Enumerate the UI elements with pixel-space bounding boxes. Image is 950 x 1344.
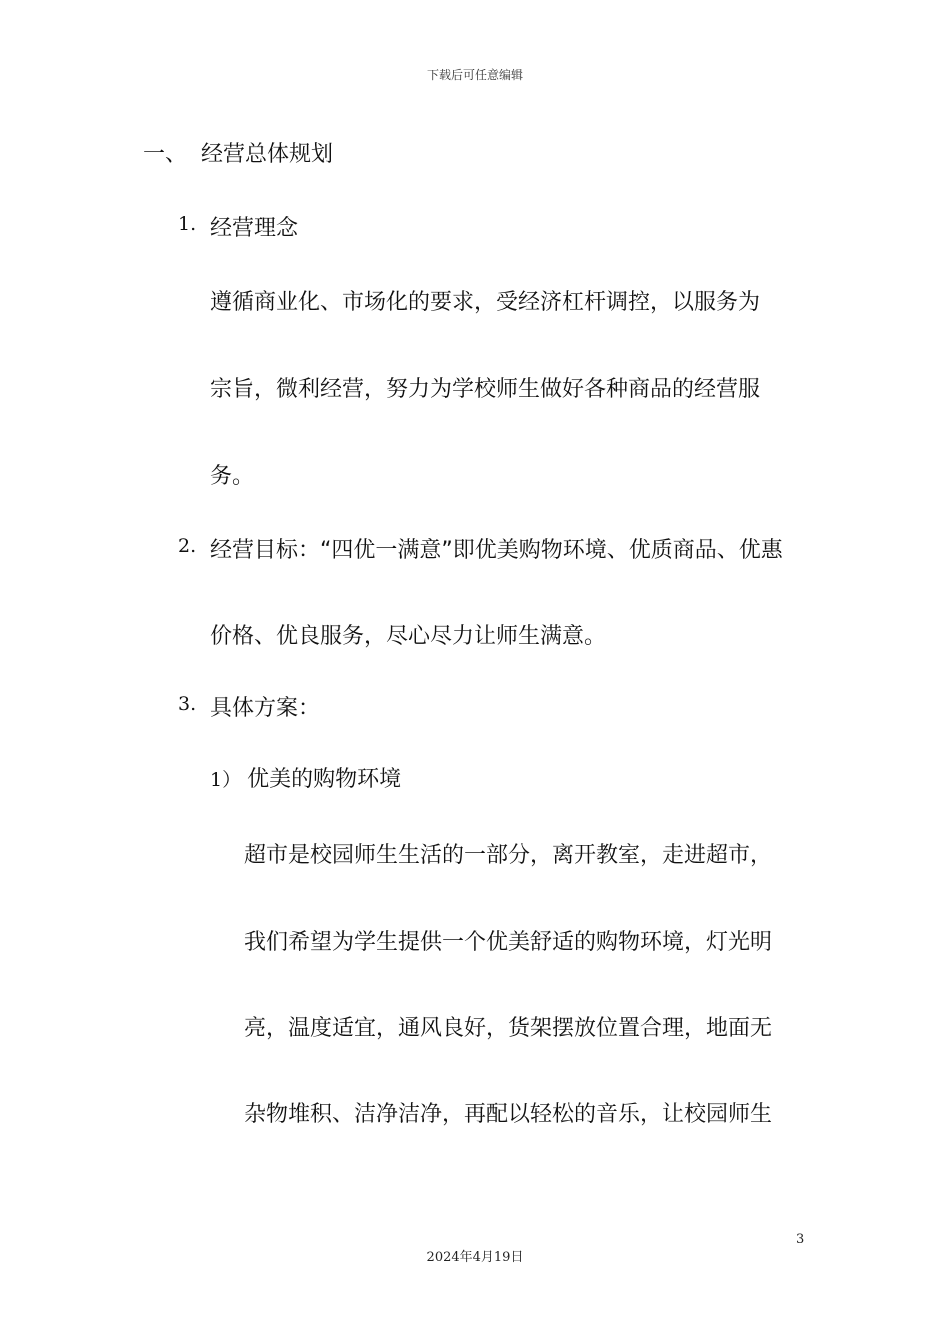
list-item-title: 经营理念 [210, 216, 299, 241]
list-item-number: 3. [178, 693, 197, 715]
list-item-number: 2. [178, 535, 197, 557]
footer-date: 2024年4月19日 [426, 1250, 524, 1265]
sub-list-item-1 [210, 762, 401, 793]
section-title: 经营总体规划 [201, 142, 334, 167]
sub-list-item-title: 优美的购物环境 [247, 767, 402, 792]
paragraph-line: 价格、优良服务，尽心尽力让师生满意。 [210, 624, 607, 649]
section-heading [143, 137, 333, 168]
sub-list-item-number: 1） [210, 769, 242, 791]
list-item-title: 具体方案： [210, 696, 321, 721]
paragraph-line: 务。 [210, 464, 255, 489]
page-number: 3 [796, 1232, 805, 1247]
paragraph-line: 超市是校园师生生活的一部分，离开教室，走进超市， [244, 843, 773, 868]
paragraph-line: 杂物堆积、洁净洁净，再配以轻松的音乐，让校园师生 [244, 1102, 773, 1127]
section-marker: 一、 [143, 142, 188, 167]
paragraph-line: 亮，温度适宜，通风良好，货架摆放位置合理，地面无 [244, 1016, 773, 1041]
list-item-number: 1. [178, 213, 197, 235]
paragraph-line: 遵循商业化、市场化的要求，受经济杠杆调控，以服务为 [210, 290, 761, 315]
header-note: 下载后可任意编辑 [426, 68, 523, 82]
paragraph-line: 我们希望为学生提供一个优美舒适的购物环境，灯光明 [244, 930, 773, 955]
list-item-text: 经营目标：“四优一满意”即优美购物环境、优质商品、优惠 [210, 538, 783, 563]
paragraph-line: 宗旨，微利经营，努力为学校师生做好各种商品的经营服 [210, 377, 761, 402]
